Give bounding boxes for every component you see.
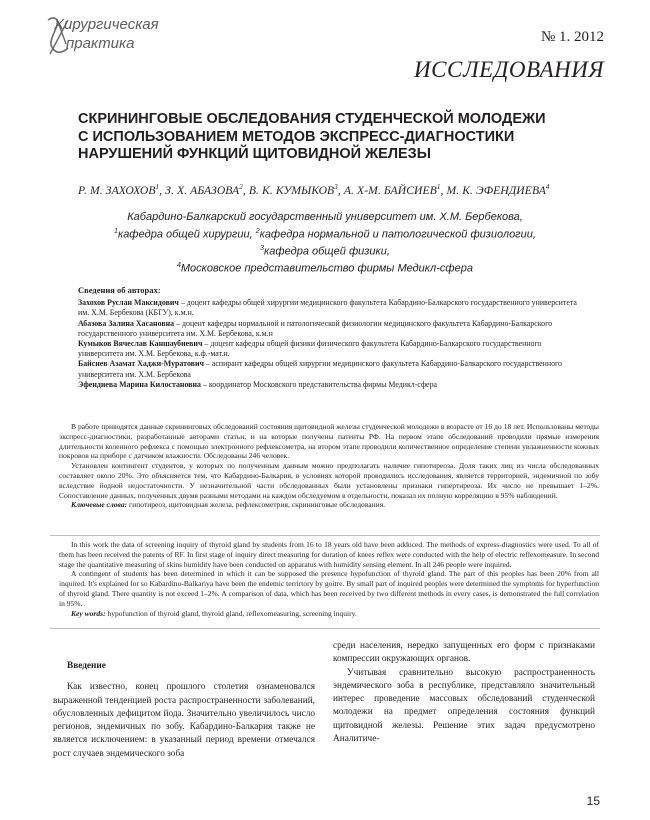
author-info-item xyxy=(78,359,588,379)
abstract-paragraph: A contingent of students has been determined in which it can be supposed the presence hypofunction of thyroid gland. The part of this peoples has been 20% from all inquired. It's explained for so Kabardino-Balkariya have been the endemic terrirtory by goitre. By small part of inquired peoples were determined the symptoms for hyperfunction of thyroid gland. There quantity is not exceed 1–2%. A comparison of data, which has been received by two different methods in every cases, is demonstrated the full correlation in 95%. xyxy=(59,569,599,608)
keywords-text: hypofunction of thyroid gland, thyroid gland, reflexomeasuring, screening inquiry. xyxy=(105,608,357,618)
author-name: Р. М. ЗАХОХОВ xyxy=(78,183,156,197)
keywords-en xyxy=(59,609,599,619)
authors-info-heading: Сведения об авторах: xyxy=(78,285,161,295)
affiliation-mark: 4 xyxy=(176,261,181,269)
journal-logo xyxy=(44,14,204,64)
author-info-name: Захохов Руслан Максидович xyxy=(78,298,179,308)
affiliation-text: кафедра общей физики, xyxy=(264,245,390,258)
section-title: ИССЛЕДОВАНИЯ xyxy=(414,57,604,82)
body-paragraph: среди населения, нередко запущенных его форм с признаками компрессии окружающих органов. xyxy=(333,641,595,665)
affiliation-line xyxy=(60,259,590,276)
author-info-name: Кумыков Вячеслав Каншаубиевич xyxy=(78,339,203,349)
title-line: СКРИНИНГОВЫЕ ОБСЛЕДОВАНИЯ СТУДЕНЧЕСКОЙ МОЛОДЕЖИ xyxy=(78,111,546,127)
affiliation-text: кафедра общей хирургии, xyxy=(118,228,256,241)
affiliation-mark: 2 xyxy=(255,227,260,235)
abstract-paragraph: В работе приводятся данные скрининговых обследований состояния щитовидной железы студенческой молодежи в возрасте от 16 до 18 лет. Использованы методы экспресс-диагностики, разработанные авторами статьи, и на которые получены патенты РФ. На первом этапе обследований проводили прямые измерения длительности коленного рефлекса с помощью электронного рефлексометра, на втором этапе проводили количественное определение степени увлажненности кожных покровов на приборе с датчиком влажности. Обследованы 246 человек. xyxy=(59,422,599,461)
author-name: В. К. КУМЫКОВ xyxy=(248,183,335,197)
author-info-text: – координатор Московского представительства фирмы Медикл-сфера xyxy=(200,379,438,389)
author-info-name: Байсиев Азамат Хаджи-Муратович xyxy=(78,359,204,369)
author-info-item xyxy=(78,339,588,359)
body-column-left xyxy=(53,660,315,761)
keywords-label: Key words: xyxy=(71,608,106,618)
journal-name-line2: практика xyxy=(66,35,135,52)
abstract-divider xyxy=(50,535,600,536)
author-info-item xyxy=(78,380,588,390)
abstract-en xyxy=(59,540,599,618)
author-info-text: – доцент кафедры нормальной и патологической физиологии медицинского факультета Кабардино-Балкарского государственного университета им. Х.М. Бербекова, к.м.н xyxy=(78,318,553,338)
author-info-text: – аспирант кафедры общей хирургии медицинского факультета Кабардино-Балкарского государственного университета им. Х.М. Бербекова xyxy=(78,359,562,379)
title-line: С ИСПОЛЬЗОВАНИЕМ МЕТОДОВ ЭКСПРЕСС-ДИАГНОСТИКИ xyxy=(78,128,515,145)
keywords-text: гипотиреоз, щитовидная железа, рефлексометрия, скрининговые обследования. xyxy=(127,500,386,510)
author-affiliation-mark: 2 xyxy=(239,183,243,191)
authors-info xyxy=(78,285,588,390)
affiliation-line xyxy=(60,225,590,242)
author-name: А. Х-М. БАЙСИЕВ xyxy=(343,183,437,197)
abstract-ru xyxy=(59,422,599,510)
affiliation-mark: 3 xyxy=(260,244,265,252)
keywords-ru xyxy=(59,500,599,510)
author-info-item xyxy=(78,298,588,318)
author-info-text: – доцент кафедры общей физики физического факультета Кабардино-Балкарского государственного университета им. Х.М. Бербекова, к.ф.-мат.н. xyxy=(78,339,542,359)
abstract-divider xyxy=(50,628,600,629)
affiliation-text: кафедра нормальной и патологической физиологии, xyxy=(259,228,536,241)
author-name: М. К. ЭФЕНДИЕВА xyxy=(446,183,546,197)
section-heading: Введение xyxy=(67,661,106,671)
issue-number: № 1. 2012 xyxy=(540,29,604,45)
author-info-name: Абазова Залина Хасановна xyxy=(78,318,175,328)
page-number: 15 xyxy=(586,794,600,808)
authors-line: Р. М. ЗАХОХОВ$^1$, З. Х. АБАЗОВА$^2$, В. К. КУМЫКОВ$^3$, А. Х-М. БАЙСИЕВ$^1$, М. К. ЭФЕНДИЕВА$^4$ xyxy=(78,183,550,197)
article-title xyxy=(78,111,588,164)
body-paragraph: Как известно, конец прошлого столетия ознаменовался выраженной тенденцией роста распространенности заболеваний, обусловленных дефицитом йода. Значительно увеличилось число регионов, эндемичных по зобу. Кабардино-Балкария также не является исключением: в указанный период времени отмечался рост случаев эндемического зоба xyxy=(53,682,315,759)
affiliation-mark: 1 xyxy=(114,227,118,235)
author-info-name: Эфендиева Марина Килостановна xyxy=(78,379,201,389)
affiliation-line: Кабардино-Балкарский государственный университет им. Х.М. Бербекова, xyxy=(127,211,523,223)
author-info-text: – доцент кафедры общей хирургии медицинского факультета Кабардино-Балкарского государственного университета им. Х.М. Бербекова (КБГУ), к.м.н. xyxy=(78,298,577,318)
affiliations xyxy=(60,210,590,276)
journal-name-line1: Хирургическая xyxy=(54,16,159,33)
author-affiliation-mark: 4 xyxy=(545,183,550,191)
abstract-paragraph: Установлен контингент студентов, у которых по полученным данным можно предполагать наличие гипотиреоза. Доля таких лиц из числа обследованных составляет около 20%. Это объясняется тем, что Кабардино-Балкария, в условиях которой проводились исследования, является территорией, эндемичной по зобу вследствие йодной недостаточности. У незначительной части обследованных были установлены признаки гипертиреоза. Их число не превышает 1–2%. Сопоставление данных, полученных двумя разными методами на каждом обследуемом в отдельности, показал их полную корреляцию в 95% наблюдений. xyxy=(59,461,599,500)
author-info-item xyxy=(78,319,588,339)
author-affiliation-mark: 1 xyxy=(155,183,160,191)
author-name: З. Х. АБАЗОВА xyxy=(165,183,240,197)
keywords-label: Ключевые слова: xyxy=(71,500,128,510)
title-line: НАРУШЕНИЙ ФУНКЦИЙ ЩИТОВИДНОЙ ЖЕЛЕЗЫ xyxy=(78,146,431,162)
author-affiliation-mark: 1 xyxy=(436,183,441,191)
body-paragraph: Учитывая сравнительно высокую распространенность эндемического зоба в республике, представляло значительный интерес проведение массовых обследований студенческой молодежи на предмет определения состояния функций щитовидной железы. Решение этих задач предусмотрено Аналитиче- xyxy=(333,667,595,745)
author-affiliation-mark: 3 xyxy=(334,183,338,191)
affiliation-line xyxy=(60,242,590,259)
abstract-paragraph: In this work the data of screening inquiry of thyroid gland by students from 16 to 18 years old have been adduced. The methods of express-diagnostics were used. To all of them has been received the patents of RF. In first stage of inquiry direct measuring for duration of knees reflex were conducted with the help of electric reflexomeasure. In second stage the quantitative measuring of skins humidity have been conducted on apparatus with humidity sensing element. In all 246 people were inquired. xyxy=(59,540,599,569)
affiliation-text: Московское представительство фирмы Медикл-сфера xyxy=(180,262,474,275)
body-column-right xyxy=(333,640,595,746)
